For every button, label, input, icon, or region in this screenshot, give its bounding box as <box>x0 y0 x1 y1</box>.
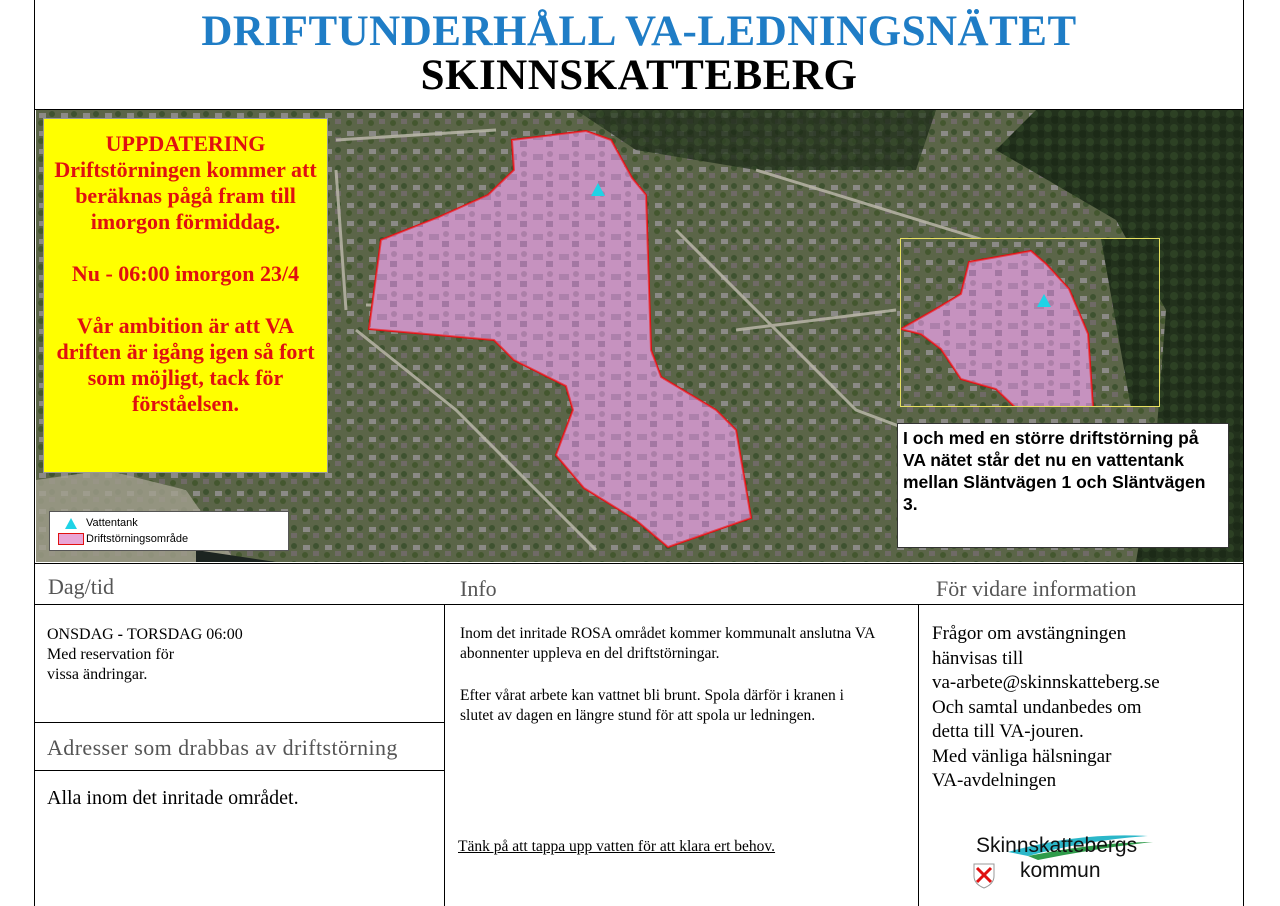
page-subtitle: SKINNSKATTEBERG <box>420 52 858 99</box>
legend-item-tank: Vattentank <box>56 515 282 531</box>
contact-text: Frågor om avstängningen hänvisas till va-arbete@skinnskatteberg.se Och samtal undanbedes om detta till VA-jouren. Med vänliga hälsningar VA-avdelningen <box>932 623 1160 791</box>
triangle-icon <box>65 518 77 529</box>
municipality-logo <box>968 832 1158 892</box>
daytime-text: ONSDAG - TORSDAG 06:00 Med reservation för vissa ändringar. <box>47 626 243 683</box>
map-area <box>36 110 1243 562</box>
divider <box>34 604 1244 605</box>
logo-text: Skinnskattebergs <box>976 834 1138 857</box>
daytime-header: Dag/tid <box>48 574 114 599</box>
map-legend <box>49 511 289 551</box>
area-icon <box>58 533 84 545</box>
info-paragraph-1: Inom det inritade ROSA området kommer kommunalt anslutna VA abonnenter uppleva en del driftstörningar. <box>460 625 875 662</box>
tank-note: I och med en större driftstörning på VA nätet står det nu en vattentank mellan Släntvägen 1 och Släntvägen 3. <box>897 423 1229 548</box>
email-text: va-arbete@skinnskatteberg.se <box>932 672 1160 693</box>
legend-item-area: Driftstörningsområde <box>56 531 282 547</box>
divider <box>34 770 445 771</box>
notice-line2: Nu - 06:00 imorgon 23/4 <box>71 261 300 286</box>
notice-line3: Vår ambition är att VA driften är igång igen så fort som möjligt, tack för förståelsen. <box>56 313 315 416</box>
divider <box>34 563 1244 564</box>
update-notice <box>43 118 328 473</box>
info-header: Info <box>460 576 497 601</box>
divider <box>34 722 445 723</box>
notice-line1: Driftstörningen kommer att beräknas pågå fram till imorgon förmiddag. <box>54 157 317 234</box>
contact-header: För vidare information <box>936 576 1137 601</box>
divider <box>918 604 919 906</box>
divider <box>444 604 445 906</box>
info-footer: Tänk på att tappa upp vatten för att klara ert behov. <box>458 838 776 855</box>
map-inset <box>900 238 1160 407</box>
address-header: Adresser som drabbas av driftstörning <box>47 735 398 760</box>
logo-text: kommun <box>1020 859 1101 882</box>
address-text: Alla inom det inritade området. <box>47 787 299 809</box>
info-paragraph-2: Efter vårat arbete kan vattnet bli brunt. Spola därför i kranen i slutet av dagen en längre stund för att spola ur ledningen. <box>460 687 844 724</box>
page-title: DRIFTUNDERHÅLL VA-LEDNINGSNÄTET <box>201 8 1077 55</box>
notice-heading: UPPDATERING <box>105 131 266 156</box>
coat-of-arms-icon <box>974 864 994 888</box>
